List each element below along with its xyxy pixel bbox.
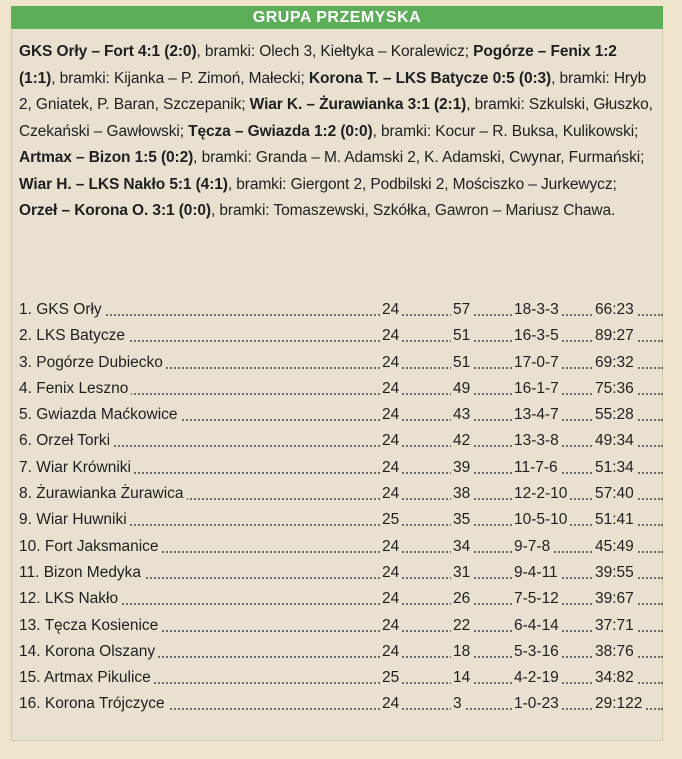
standings-row [19, 455, 663, 481]
match-result: GKS Orły – Fort 4:1 (2:0) [19, 43, 197, 60]
standings-row [19, 534, 663, 560]
standings-row [19, 613, 663, 639]
win-draw-loss: 12-2-10 [512, 481, 569, 507]
match-scorers: , bramki: Szkulski, Głuszko, Czekański – Gawłowski; [19, 96, 653, 140]
games-played: 24 [380, 323, 401, 349]
win-draw-loss: 7-5-12 [512, 586, 561, 612]
standings-row [19, 402, 663, 428]
standings-row [19, 323, 663, 349]
standings-row [19, 481, 663, 507]
points: 51 [451, 323, 472, 349]
win-draw-loss: 6-4-14 [512, 613, 561, 639]
match-result: Korona T. – LKS Batycze 0:5 (0:3) [308, 69, 552, 87]
team-name: 6. Orzeł Torki [19, 428, 113, 454]
goal-ratio: 39:55 [593, 560, 637, 586]
games-played: 24 [380, 560, 401, 586]
match-result: Wiar H. – LKS Nakło 5:1 (4:1) [19, 175, 228, 193]
points: 26 [451, 586, 472, 612]
team-name: 9. Wiar Huwniki [19, 507, 130, 533]
win-draw-loss: 16-3-5 [512, 323, 561, 349]
team-name: 4. Fenix Leszno [19, 376, 131, 402]
standings-table [11, 297, 663, 718]
games-played: 24 [380, 428, 401, 454]
goal-ratio: 75:36 [593, 376, 637, 402]
goal-ratio: 49:34 [593, 428, 637, 454]
match-scorers: , bramki: Hryb 2, Gniatek, P. Baran, Szczepanik; [19, 69, 647, 113]
standings-row [19, 639, 663, 665]
games-played: 24 [380, 376, 401, 402]
points: 34 [451, 534, 472, 560]
match-result: Artmax – Bizon 1:5 (0:2) [19, 149, 194, 166]
win-draw-loss: 18-3-3 [512, 297, 561, 323]
points: 39 [451, 455, 472, 481]
team-name: 15. Artmax Pikulice [19, 665, 154, 691]
win-draw-loss: 9-7-8 [512, 534, 552, 560]
goal-ratio: 37:71 [593, 613, 637, 639]
games-played: 24 [380, 639, 401, 665]
games-played: 24 [380, 691, 401, 717]
match-scorers: , bramki: Olech 3, Kiełtyka – Koralewicz; [196, 43, 474, 60]
goal-ratio: 51:34 [593, 455, 637, 481]
newspaper-clipping [11, 6, 663, 741]
games-played: 24 [380, 297, 401, 323]
goal-ratio: 39:67 [593, 586, 637, 612]
points: 35 [451, 507, 472, 533]
team-name: 14. Korona Olszany [19, 639, 158, 665]
goal-ratio: 89:27 [593, 323, 637, 349]
standings-row [19, 350, 663, 376]
match-scorers: , bramki: Kijanka – P. Zimoń, Małecki; [51, 69, 309, 87]
match-result: Pogórze – Fenix 1:2 (1:1) [19, 43, 617, 87]
goal-ratio: 57:40 [593, 481, 637, 507]
standings-row [19, 376, 663, 402]
goal-ratio: 51:41 [593, 507, 637, 533]
points: 38 [451, 481, 472, 507]
games-played: 24 [380, 481, 401, 507]
points: 22 [451, 613, 472, 639]
standings-row [19, 428, 663, 454]
goal-ratio: 69:32 [593, 350, 637, 376]
team-name: 5. Gwiazda Maćkowice [19, 402, 181, 428]
team-name: 13. Tęcza Kosienice [19, 613, 161, 639]
match-result: Tęcza – Gwiazda 1:2 (0:0) [188, 122, 373, 140]
match-scorers: , bramki: Kocur – R. Buksa, Kulikowski; [372, 122, 639, 140]
standings-row [19, 560, 663, 586]
games-played: 24 [380, 455, 401, 481]
match-results [11, 29, 663, 287]
goal-ratio: 45:49 [593, 534, 637, 560]
win-draw-loss: 9-4-11 [512, 560, 560, 586]
points: 49 [451, 376, 472, 402]
points: 31 [451, 560, 472, 586]
match-result: Wiar K. – Żurawianka 3:1 (2:1) [249, 96, 467, 113]
team-name: 11. Bizon Medyka [19, 560, 144, 586]
games-played: 24 [380, 350, 401, 376]
points: 51 [451, 350, 472, 376]
points: 42 [451, 428, 472, 454]
win-draw-loss: 17-0-7 [512, 350, 561, 376]
goal-ratio: 29:122 [593, 691, 645, 717]
section-header: GRUPA PRZEMYSKA [11, 6, 663, 29]
goal-ratio: 38:76 [593, 639, 637, 665]
goal-ratio: 34:82 [593, 665, 637, 691]
team-name: 7. Wiar Krówniki [19, 455, 134, 481]
games-played: 24 [380, 586, 401, 612]
team-name: 16. Korona Trójczyce [19, 691, 168, 717]
games-played: 25 [380, 665, 401, 691]
match-scorers: , bramki: Giergont 2, Podbilski 2, Mościszko – Jurkewycz; [227, 175, 617, 193]
goal-ratio: 55:28 [593, 402, 637, 428]
win-draw-loss: 11-7-6 [512, 455, 560, 481]
points: 57 [451, 297, 472, 323]
games-played: 24 [380, 402, 401, 428]
team-name: 10. Fort Jaksmanice [19, 534, 162, 560]
win-draw-loss: 13-4-7 [512, 402, 561, 428]
points: 3 [451, 691, 464, 717]
points: 43 [451, 402, 472, 428]
games-played: 24 [380, 613, 401, 639]
standings-row [19, 691, 663, 717]
win-draw-loss: 13-3-8 [512, 428, 561, 454]
games-played: 25 [380, 507, 401, 533]
team-name: 2. LKS Batycze [19, 323, 128, 349]
match-result: Orzeł – Korona O. 3:1 (0:0) [19, 202, 211, 219]
team-name: 12. LKS Nakło [19, 586, 121, 612]
points: 14 [451, 665, 472, 691]
win-draw-loss: 1-0-23 [512, 691, 561, 717]
standings-row [19, 297, 663, 323]
team-name: 1. GKS Orły [19, 297, 105, 323]
win-draw-loss: 10-5-10 [512, 507, 569, 533]
team-name: 8. Żurawianka Żurawica [19, 481, 187, 507]
match-scorers: , bramki: Tomaszewski, Szkółka, Gawron – Mariusz Chawa. [210, 202, 616, 219]
win-draw-loss: 4-2-19 [512, 665, 561, 691]
standings-row [19, 665, 663, 691]
match-scorers: , bramki: Granda – M. Adamski 2, K. Adamski, Cwynar, Furmański; [193, 149, 645, 166]
team-name: 3. Pogórze Dubiecko [19, 350, 166, 376]
standings-row [19, 507, 663, 533]
win-draw-loss: 16-1-7 [512, 376, 561, 402]
games-played: 24 [380, 534, 401, 560]
goal-ratio: 66:23 [593, 297, 637, 323]
win-draw-loss: 5-3-16 [512, 639, 561, 665]
standings-row [19, 586, 663, 612]
points: 18 [451, 639, 472, 665]
